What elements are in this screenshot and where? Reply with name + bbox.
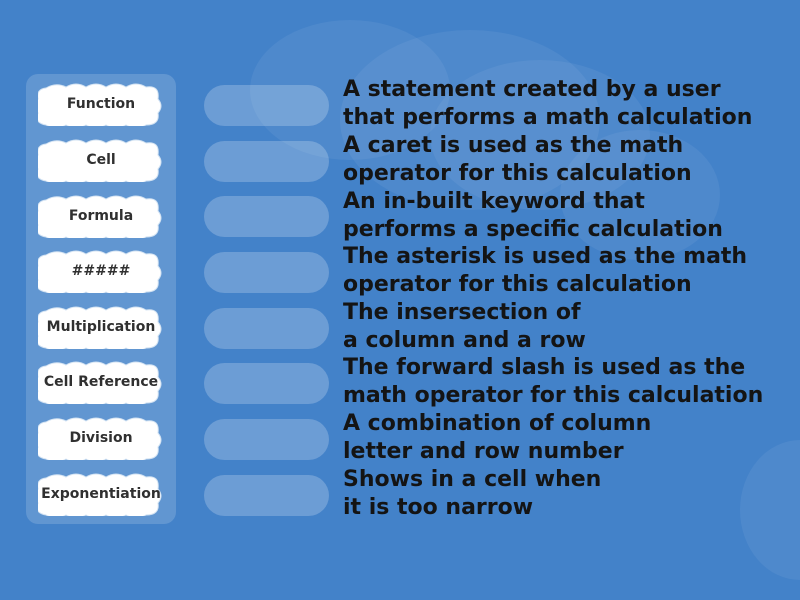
tile-label: Formula (68, 208, 134, 224)
drop-slot-3[interactable] (204, 196, 329, 237)
tile-label: Multiplication (46, 319, 156, 335)
drop-slot-6[interactable] (204, 363, 329, 404)
tile-function[interactable] (38, 82, 164, 126)
tile-label: Cell (86, 152, 116, 168)
tile-label: Cell Reference (43, 374, 159, 390)
drop-slot-4[interactable] (204, 252, 329, 293)
tile-division[interactable] (38, 416, 164, 460)
tile-label: Division (69, 430, 133, 446)
tile-multiplication[interactable] (38, 305, 164, 349)
description-1: A statement created by a user that performs a math calculation (343, 77, 753, 130)
tile-label: Exponentiation (41, 486, 161, 502)
drop-slot-8[interactable] (204, 475, 329, 516)
description-7: A combination of column letter and row number (343, 411, 652, 464)
tile-label: ##### (71, 263, 131, 279)
tile-formula[interactable] (38, 194, 164, 238)
description-5: The insersection of a column and a row (343, 300, 586, 353)
tile-label: Function (66, 96, 136, 112)
description-8: Shows in a cell when it is too narrow (343, 467, 602, 520)
description-2: A caret is used as the math operator for this calculation (343, 133, 692, 186)
drop-slot-2[interactable] (204, 141, 329, 182)
drop-slot-1[interactable] (204, 85, 329, 126)
tile-cell-reference[interactable] (38, 360, 164, 404)
drop-slot-5[interactable] (204, 308, 329, 349)
drop-slot-7[interactable] (204, 419, 329, 460)
tile-hashes[interactable] (38, 249, 164, 293)
description-3: An in-built keyword that performs a specific calculation (343, 189, 723, 242)
tile-cell[interactable] (38, 138, 164, 182)
description-6: The forward slash is used as the math operator for this calculation (343, 355, 764, 408)
tile-exponentiation[interactable] (38, 472, 164, 516)
description-4: The asterisk is used as the math operator for this calculation (343, 244, 748, 297)
